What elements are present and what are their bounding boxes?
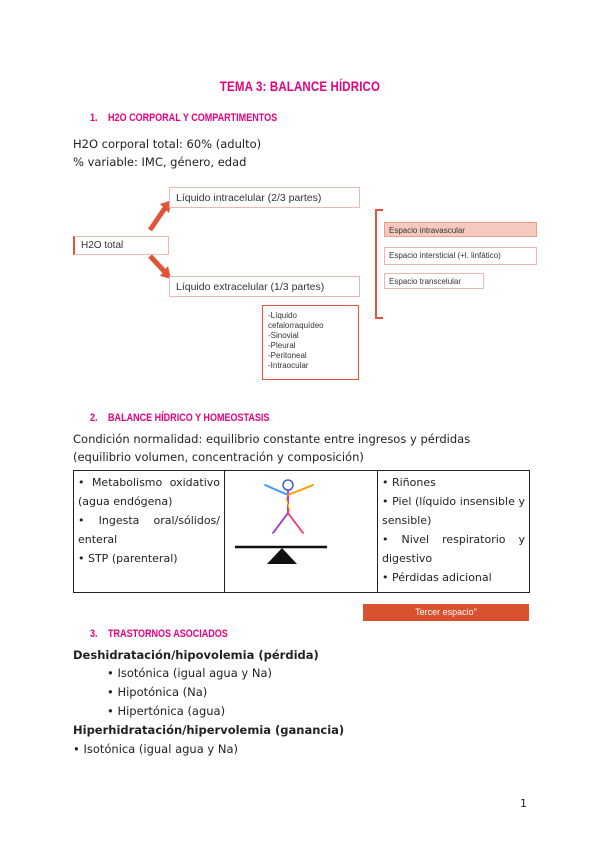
figure-arm-right-icon	[288, 485, 313, 495]
page-title: TEMA 3: BALANCE HÍDRICO	[219, 78, 381, 94]
list-item: -Sinovial	[268, 331, 299, 340]
list-item: • Metabolismo oxidativo (agua endógena)	[78, 476, 220, 508]
transcellular-list	[262, 305, 359, 380]
perdidas-cell	[378, 471, 529, 592]
arrow-up-icon	[150, 208, 165, 230]
intracellular-box: Líquido intracelular (2/3 partes)	[169, 187, 360, 208]
tercer-espacio-banner: Tercer espacio"	[363, 604, 529, 621]
list-item: • Pérdidas adicional	[382, 571, 492, 584]
list-item: • Ingesta oral/sólidos/ enteral	[78, 514, 220, 546]
intravascular-box: Espacio intravascular	[384, 222, 537, 237]
section-3-heading	[90, 628, 228, 640]
list-item: -Intraocular	[268, 361, 309, 370]
page-number: 1	[520, 797, 527, 810]
interstitial-box: Espacio intersticial (+l. linfático)	[384, 247, 537, 265]
body-text: H2O corporal total: 60% (adulto)	[73, 137, 262, 151]
bracket-icon	[375, 209, 383, 319]
body-text: (equilibrio volumen, concentración y composición)	[73, 450, 364, 464]
body-text: % variable: IMC, género, edad	[73, 155, 247, 169]
h2o-total-box: H2O total	[73, 236, 169, 255]
section-number: 2.	[90, 412, 98, 424]
list-item: • Hipertónica (agua)	[107, 704, 226, 718]
list-item: • Riñones	[382, 476, 436, 489]
balance-figure-cell	[225, 471, 378, 592]
figure-leg-right-icon	[288, 513, 303, 533]
section-title: H2O CORPORAL Y COMPARTIMENTOS	[108, 112, 278, 124]
transcellular-box: Espacio transcelular	[384, 273, 484, 289]
balance-fulcrum-icon	[267, 548, 297, 564]
list-item: • Isotónica (igual agua y Na)	[73, 742, 239, 756]
figure-arm-left-icon	[265, 485, 288, 495]
list-item: -Pleural	[268, 341, 296, 350]
list-item: • Hipotónica (Na)	[107, 685, 208, 699]
list-item: -Líquido cefalorraquídeo	[268, 311, 324, 330]
section-number: 3.	[90, 628, 98, 640]
balance-figure-icon	[229, 473, 382, 593]
list-item: -Peritoneal	[268, 351, 307, 360]
section-title: BALANCE HÍDRICO Y HOMEOSTASIS	[108, 412, 270, 424]
extracellular-box: Líquido extracelular (1/3 partes)	[169, 276, 360, 297]
list-item: • Isotónica (igual agua y Na)	[107, 666, 273, 680]
section-2-heading	[90, 412, 269, 424]
list-item: • Piel (líquido insensible y sensible)	[382, 495, 525, 527]
arrow-down-icon	[150, 256, 165, 272]
subheading-hiperhidratacion: Hiperhidratación/hipervolemia (ganancia)	[73, 723, 345, 737]
figure-head-icon	[283, 480, 293, 490]
subheading-deshidratacion: Deshidratación/hipovolemia (pérdida)	[73, 648, 319, 662]
ingresos-cell	[74, 471, 225, 592]
list-item: • STP (parenteral)	[78, 552, 178, 565]
section-title: TRASTORNOS ASOCIADOS	[108, 628, 228, 640]
balance-table	[73, 470, 530, 593]
figure-leg-left-icon	[273, 513, 288, 533]
section-number: 1.	[90, 112, 98, 124]
body-text: Condición normalidad: equilibrio constante entre ingresos y pérdidas	[73, 432, 471, 446]
list-item: • Nivel respiratorio y digestivo	[382, 533, 525, 565]
